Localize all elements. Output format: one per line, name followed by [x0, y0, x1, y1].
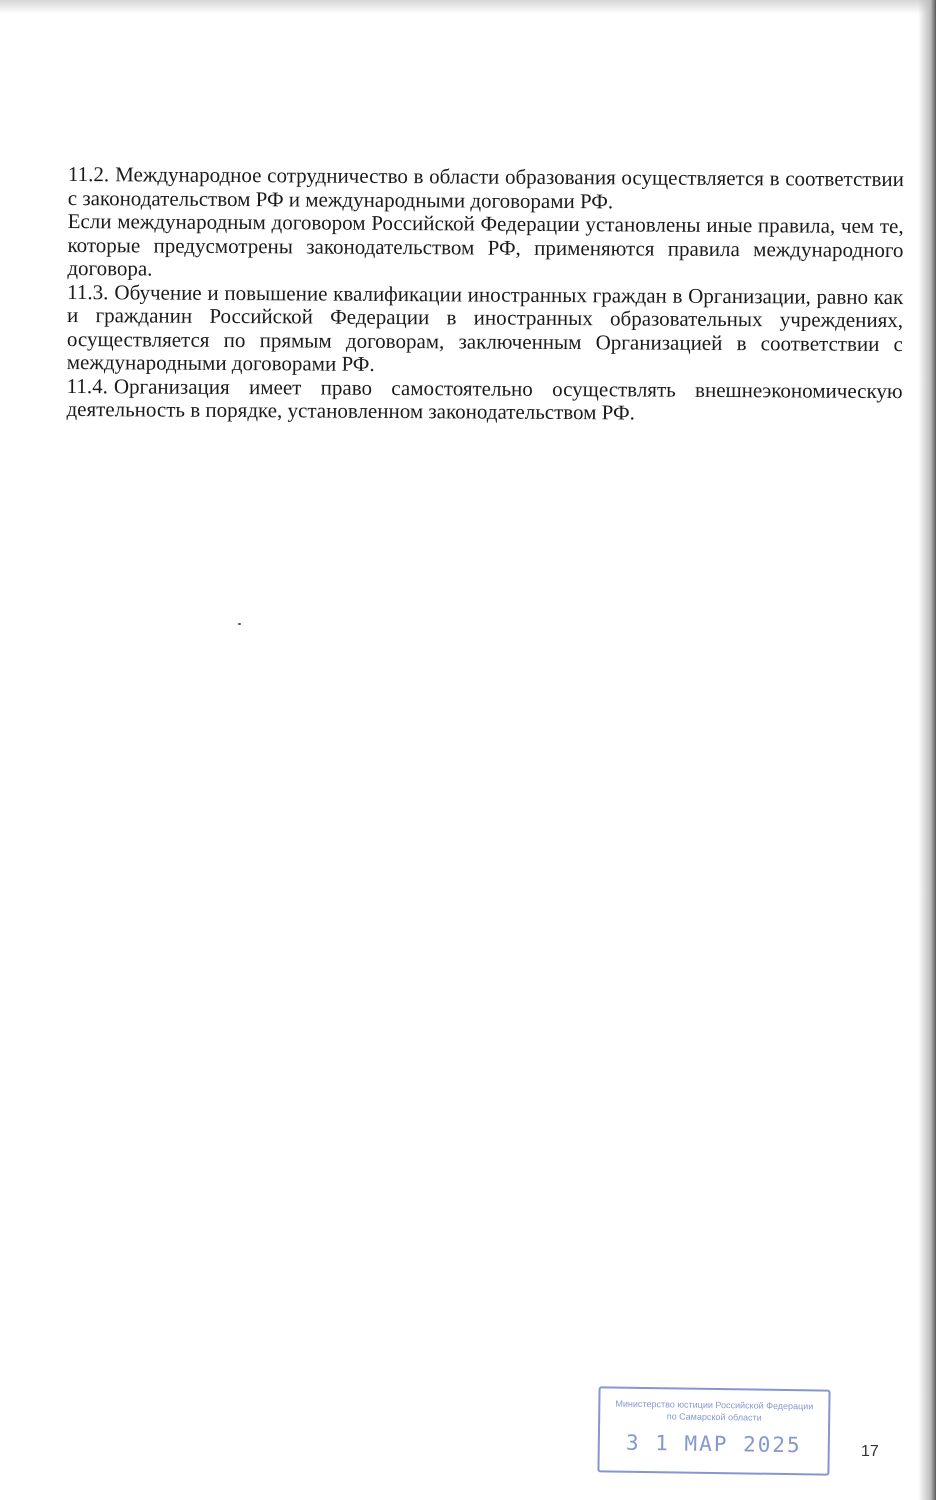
scan-speck	[238, 623, 241, 625]
scan-top-edge	[0, 0, 936, 14]
paragraph-number: 11.3.	[67, 279, 109, 304]
scan-right-edge	[918, 0, 936, 1500]
paragraph-11-2-continuation	[67, 210, 903, 286]
document-body	[66, 163, 904, 427]
paragraph-text: Обучение и повышение квалификации иностранных граждан в Организации, равно как и гражданин Российской Федерации в иностранных образовательных учреждениях, осуществляется по прямым договорам, заключенным Организацией в соответствии с международными договорами РФ.	[66, 279, 904, 376]
paragraph-text: Если международным договором Российской Федерации установлены иные правила, чем те, которые предусмотрены законодательством РФ, применяются правила международного договора.	[67, 208, 904, 281]
page-number: 17	[861, 1443, 879, 1460]
paragraph-11-3	[67, 280, 904, 379]
paragraph-number: 11.4.	[66, 373, 108, 398]
stamp-date: 3 1 МАР 2025	[625, 1430, 802, 1458]
paragraph-11-4	[66, 374, 902, 426]
stamp-region-line: по Самарской области	[666, 1411, 762, 1423]
paragraph-number: 11.2.	[67, 162, 110, 187]
stamp-authority-line: Министерство юстиции Российской Федерации	[615, 1398, 814, 1412]
paragraph-text: Международное сотрудничество в области образования осуществляется в соответствии с законодательством РФ и международными договорами РФ.	[67, 162, 904, 213]
paragraph-text: Организация имеет право самостоятельно осуществлять внешнеэкономическую деятельность в порядке, установленном законодательством РФ.	[66, 373, 903, 425]
paragraph-11-2	[68, 163, 904, 215]
registration-stamp	[597, 1386, 830, 1475]
